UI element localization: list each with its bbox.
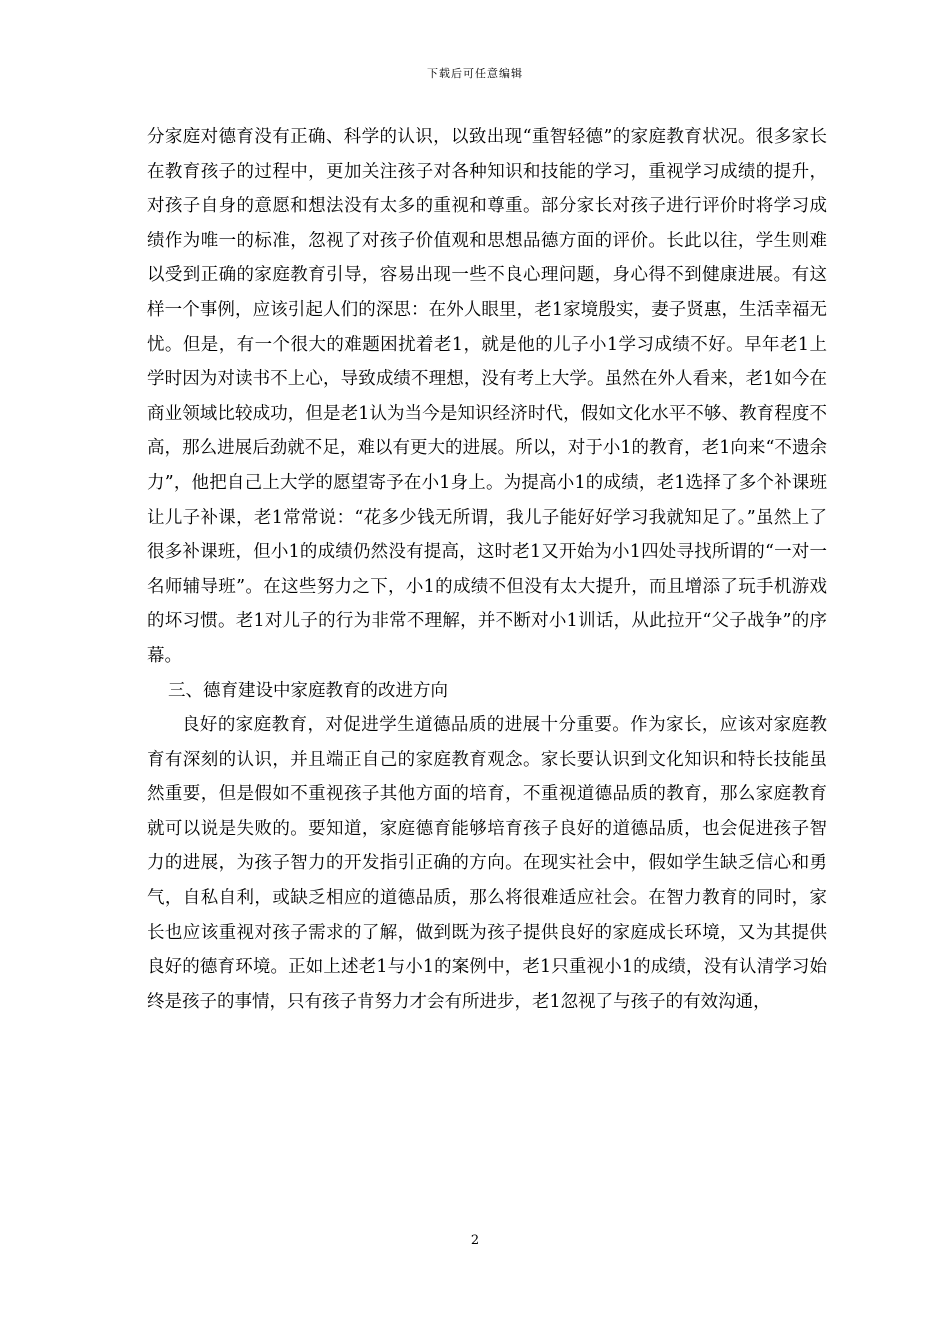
page-number: 2 [470,1233,480,1248]
paragraph: 良好的家庭教育，对促进学生道德品质的进展十分重要。作为家长，应该对家庭教育有深刻的认识，并且端正自己的家庭教育观念。家长要认识到文化知识和特长技能虽然重要，但是假如不重视孩子其他方面的培育，不重视道德品质的教育，那么家庭教育就可以说是失败的。要知道，家庭德育能够培育孩子良好的道德品质，也会促进孩子智力的进展，为孩子智力的开发指引正确的方向。在现实社会中，假如学生缺乏信心和勇气，自私自利，或缺乏相应的道德品质，那么将很难适应社会。在智力教育的同时，家长也应该重视对孩子需求的了解，做到既为孩子提供良好的家庭成长环境，又为其提供良好的德育环境。正如上述老1与小1的案例中，老1只重视小1的成绩，没有认清学习始终是孩子的事情，只有孩子肯努力才会有所进步，老1忽视了与孩子的有效沟通， [147,715,827,1012]
section-heading: 三、德育建设中家庭教育的改进方向 [168,680,448,701]
page-header: 下载后可任意编辑 [427,67,523,80]
document-body [147,120,827,1019]
paragraph-continued: 分家庭对德育没有正确、科学的认识，以致出现“重智轻德”的家庭教育状况。很多家长在教育孩子的过程中，更加关注孩子对各种知识和技能的学习，重视学习成绩的提升，对孩子自身的意愿和想法没有太多的重视和尊重。部分家长对孩子进行评价时将学习成绩作为唯一的标准，忽视了对孩子价值观和思想品德方面的评价。长此以往，学生则难以受到正确的家庭教育引导，容易出现一些不良心理问题，身心得不到健康进展。有这样一个事例，应该引起人们的深思：在外人眼里，老1家境殷实，妻子贤惠，生活幸福无忧。但是，有一个很大的难题困扰着老1，就是他的儿子小1学习成绩不好。早年老1上学时因为对读书不上心，导致成绩不理想，没有考上大学。虽然在外人看来，老1如今在商业领域比较成功，但是老1认为当今是知识经济时代，假如文化水平不够、教育程度不高，那么进展后劲就不足，难以有更大的进展。所以，对于小1的教育，老1向来“不遗余力”，他把自己上大学的愿望寄予在小1身上。为提高小1的成绩，老1选择了多个补课班让儿子补课，老1常常说：“花多少钱无所谓，我儿子能好好学习我就知足了。”虽然上了很多补课班，但小1的成绩仍然没有提高，这时老1又开始为小1四处寻找所谓的“一对一名师辅导班”。在这些努力之下，小1的成绩不但没有太大提升，而且增添了玩手机游戏的坏习惯。老1对儿子的行为非常不理解，并不断对小1训话，从此拉开“父子战争”的序幕。 [147,127,827,666]
